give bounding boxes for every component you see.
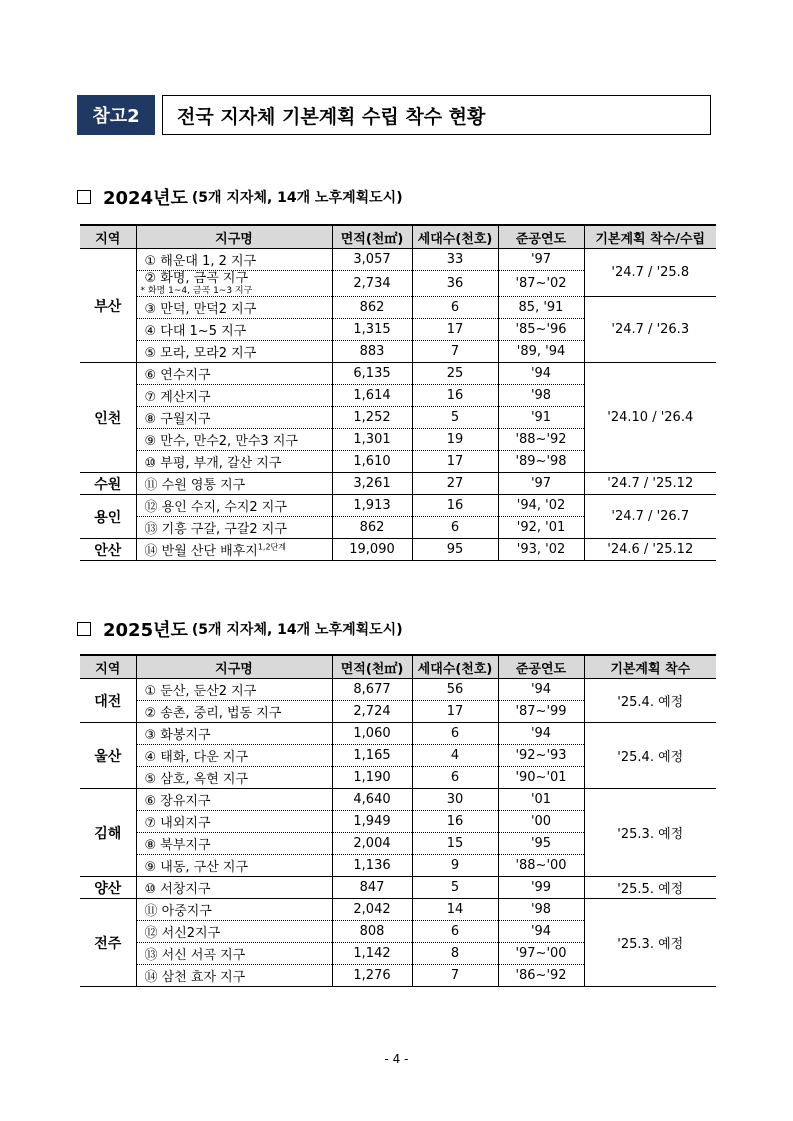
district-name: ⑦ 내외지구 — [136, 811, 332, 833]
district-name: ⑫ 서신2지구 — [136, 921, 332, 943]
plan-cell: '24.7 / '26.7 — [584, 495, 716, 539]
section-2025-heading — [77, 616, 403, 642]
district-name: ② 송촌, 중리, 법동 지구 — [136, 701, 332, 723]
district-name: ⑧ 구월지구 — [136, 407, 332, 429]
households-cell: 95 — [412, 539, 498, 561]
households-cell: 17 — [412, 319, 498, 341]
district-name: ③ 만덕, 만덕2 지구 — [136, 297, 332, 319]
area-cell: 1,190 — [332, 767, 412, 789]
plan-cell: '24.10 / '26.4 — [584, 363, 716, 473]
table-header-row — [80, 655, 716, 679]
district-name-cell — [136, 271, 332, 297]
district-name: ⑩ 서창지구 — [136, 877, 332, 899]
page-number: - 4 - — [384, 1052, 409, 1066]
year-cell: '97~'00 — [498, 943, 584, 965]
table-row — [80, 297, 716, 319]
district-name: ⑫ 용인 수지, 수지2 지구 — [136, 495, 332, 517]
year-cell: '85~'96 — [498, 319, 584, 341]
table-row — [80, 473, 716, 495]
area-cell: 2,734 — [332, 271, 412, 297]
section-year: 2025년도 — [103, 620, 188, 641]
area-cell: 1,614 — [332, 385, 412, 407]
region-cell: 안산 — [80, 539, 136, 561]
year-cell: '94, '02 — [498, 495, 584, 517]
table-2024 — [80, 224, 716, 561]
table-row — [80, 723, 716, 745]
year-cell: '93, '02 — [498, 539, 584, 561]
section-subtitle: (5개 지자체, 14개 노후계획도시) — [191, 190, 403, 206]
area-cell: 3,057 — [332, 249, 412, 271]
section-2024-heading — [77, 184, 403, 210]
area-cell: 847 — [332, 877, 412, 899]
district-sup: 1,2단계 — [257, 542, 286, 552]
area-cell: 1,165 — [332, 745, 412, 767]
table-row — [80, 877, 716, 899]
district-name: ⑪ 수원 영통 지구 — [136, 473, 332, 495]
district-name: ⑨ 내동, 구산 지구 — [136, 855, 332, 877]
households-cell: 17 — [412, 451, 498, 473]
year-cell: '94 — [498, 921, 584, 943]
district-name-cell — [136, 539, 332, 561]
header-households: 세대수(천호) — [412, 655, 498, 679]
district-note: * 화명 1~4, 금곡 1~3 지구 — [140, 286, 253, 296]
year-cell: '89, '94 — [498, 341, 584, 363]
header-area: 면적(천㎡) — [332, 655, 412, 679]
year-cell: '90~'01 — [498, 767, 584, 789]
district-name: ⑩ 부평, 부개, 갈산 지구 — [136, 451, 332, 473]
district-name: ⑧ 북부지구 — [136, 833, 332, 855]
region-cell: 수원 — [80, 473, 136, 495]
year-cell: '92, '01 — [498, 517, 584, 539]
year-cell: '92~'93 — [498, 745, 584, 767]
table-row — [80, 899, 716, 921]
households-cell: 33 — [412, 249, 498, 271]
table-row — [80, 495, 716, 517]
year-cell: '97 — [498, 249, 584, 271]
area-cell: 2,724 — [332, 701, 412, 723]
header-completion: 준공연도 — [498, 225, 584, 249]
district-name: ⑦ 계산지구 — [136, 385, 332, 407]
households-cell: 5 — [412, 877, 498, 899]
year-cell: '88~'92 — [498, 429, 584, 451]
district-name: ⑭ 반월 산단 배후지 — [144, 544, 258, 559]
area-cell: 6,135 — [332, 363, 412, 385]
title-box — [77, 95, 711, 135]
header-plan: 기본계획 착수/수립 — [584, 225, 716, 249]
area-cell: 883 — [332, 341, 412, 363]
table-row — [80, 679, 716, 701]
header-plan: 기본계획 착수 — [584, 655, 716, 679]
year-cell: '98 — [498, 385, 584, 407]
area-cell: 1,252 — [332, 407, 412, 429]
households-cell: 27 — [412, 473, 498, 495]
year-cell: '87~'99 — [498, 701, 584, 723]
table-header-row — [80, 225, 716, 249]
district-name: ⑥ 장유지구 — [136, 789, 332, 811]
area-cell: 808 — [332, 921, 412, 943]
district-name: ⑬ 서신 서곡 지구 — [136, 943, 332, 965]
page-title: 전국 지자체 기본계획 수립 착수 현황 — [162, 95, 711, 135]
year-cell: '89~'98 — [498, 451, 584, 473]
plan-cell: '24.7 / '25.12 — [584, 473, 716, 495]
district-name: ① 둔산, 둔산2 지구 — [136, 679, 332, 701]
households-cell: 16 — [412, 495, 498, 517]
region-cell: 전주 — [80, 899, 136, 987]
header-area: 면적(천㎡) — [332, 225, 412, 249]
households-cell: 16 — [412, 811, 498, 833]
header-households: 세대수(천호) — [412, 225, 498, 249]
year-cell: '97 — [498, 473, 584, 495]
year-cell: '87~'02 — [498, 271, 584, 297]
households-cell: 15 — [412, 833, 498, 855]
section-subtitle: (5개 지자체, 14개 노후계획도시) — [191, 622, 403, 638]
households-cell: 7 — [412, 965, 498, 987]
table-row — [80, 789, 716, 811]
households-cell: 30 — [412, 789, 498, 811]
district-name: ① 해운대 1, 2 지구 — [136, 249, 332, 271]
households-cell: 17 — [412, 701, 498, 723]
checkbox-square-icon — [77, 190, 91, 204]
year-cell: '01 — [498, 789, 584, 811]
area-cell: 1,913 — [332, 495, 412, 517]
area-cell: 862 — [332, 517, 412, 539]
year-cell: '98 — [498, 899, 584, 921]
year-cell: '94 — [498, 363, 584, 385]
area-cell: 1,301 — [332, 429, 412, 451]
plan-cell: '25.5. 예정 — [584, 877, 716, 899]
households-cell: 19 — [412, 429, 498, 451]
households-cell: 56 — [412, 679, 498, 701]
area-cell: 1,136 — [332, 855, 412, 877]
header-region: 지역 — [80, 225, 136, 249]
region-cell: 대전 — [80, 679, 136, 723]
area-cell: 1,610 — [332, 451, 412, 473]
plan-cell: '25.3. 예정 — [584, 899, 716, 987]
region-cell: 부산 — [80, 249, 136, 363]
area-cell: 1,060 — [332, 723, 412, 745]
area-cell: 3,261 — [332, 473, 412, 495]
households-cell: 5 — [412, 407, 498, 429]
district-name: ⑭ 삼천 효자 지구 — [136, 965, 332, 987]
region-cell: 인천 — [80, 363, 136, 473]
households-cell: 6 — [412, 723, 498, 745]
checkbox-square-icon — [77, 622, 91, 636]
area-cell: 19,090 — [332, 539, 412, 561]
households-cell: 9 — [412, 855, 498, 877]
households-cell: 4 — [412, 745, 498, 767]
plan-cell: '25.3. 예정 — [584, 789, 716, 877]
year-cell: '00 — [498, 811, 584, 833]
year-cell: '94 — [498, 679, 584, 701]
section-year: 2024년도 — [103, 188, 188, 209]
households-cell: 6 — [412, 767, 498, 789]
district-name: ⑤ 삼호, 옥현 지구 — [136, 767, 332, 789]
district-name: ⑨ 만수, 만수2, 만수3 지구 — [136, 429, 332, 451]
area-cell: 2,004 — [332, 833, 412, 855]
district-name: ④ 태화, 다운 지구 — [136, 745, 332, 767]
households-cell: 8 — [412, 943, 498, 965]
plan-cell: '24.6 / '25.12 — [584, 539, 716, 561]
header-district: 지구명 — [136, 655, 332, 679]
households-cell: 6 — [412, 517, 498, 539]
table-row — [80, 539, 716, 561]
area-cell: 8,677 — [332, 679, 412, 701]
district-name: ③ 화봉지구 — [136, 723, 332, 745]
district-name: ⑤ 모라, 모라2 지구 — [136, 341, 332, 363]
households-cell: 6 — [412, 921, 498, 943]
year-cell: '88~'00 — [498, 855, 584, 877]
area-cell: 1,276 — [332, 965, 412, 987]
region-cell: 용인 — [80, 495, 136, 539]
plan-cell: '24.7 / '25.8 — [584, 249, 716, 297]
year-cell: '99 — [498, 877, 584, 899]
district-name: ⑬ 기흥 구갈, 구갈2 지구 — [136, 517, 332, 539]
header-completion: 준공연도 — [498, 655, 584, 679]
table-row — [80, 249, 716, 271]
year-cell: '86~'92 — [498, 965, 584, 987]
title-tag: 참고2 — [77, 95, 155, 135]
header-district: 지구명 — [136, 225, 332, 249]
region-cell: 울산 — [80, 723, 136, 789]
area-cell: 4,640 — [332, 789, 412, 811]
plan-cell: '25.4. 예정 — [584, 679, 716, 723]
households-cell: 36 — [412, 271, 498, 297]
area-cell: 1,142 — [332, 943, 412, 965]
plan-cell: '25.4. 예정 — [584, 723, 716, 789]
region-cell: 양산 — [80, 877, 136, 899]
plan-cell: '24.7 / '26.3 — [584, 297, 716, 363]
area-cell: 862 — [332, 297, 412, 319]
households-cell: 16 — [412, 385, 498, 407]
area-cell: 2,042 — [332, 899, 412, 921]
header-region: 지역 — [80, 655, 136, 679]
table-row — [80, 363, 716, 385]
year-cell: '91 — [498, 407, 584, 429]
district-name: ② 화명, 금곡 지구 — [144, 271, 249, 286]
households-cell: 25 — [412, 363, 498, 385]
area-cell: 1,315 — [332, 319, 412, 341]
households-cell: 6 — [412, 297, 498, 319]
area-cell: 1,949 — [332, 811, 412, 833]
year-cell: 85, '91 — [498, 297, 584, 319]
table-2025 — [80, 654, 716, 987]
region-cell: 김해 — [80, 789, 136, 877]
year-cell: '94 — [498, 723, 584, 745]
households-cell: 14 — [412, 899, 498, 921]
district-name: ④ 다대 1~5 지구 — [136, 319, 332, 341]
households-cell: 7 — [412, 341, 498, 363]
district-name: ⑪ 아중지구 — [136, 899, 332, 921]
district-name: ⑥ 연수지구 — [136, 363, 332, 385]
year-cell: '95 — [498, 833, 584, 855]
